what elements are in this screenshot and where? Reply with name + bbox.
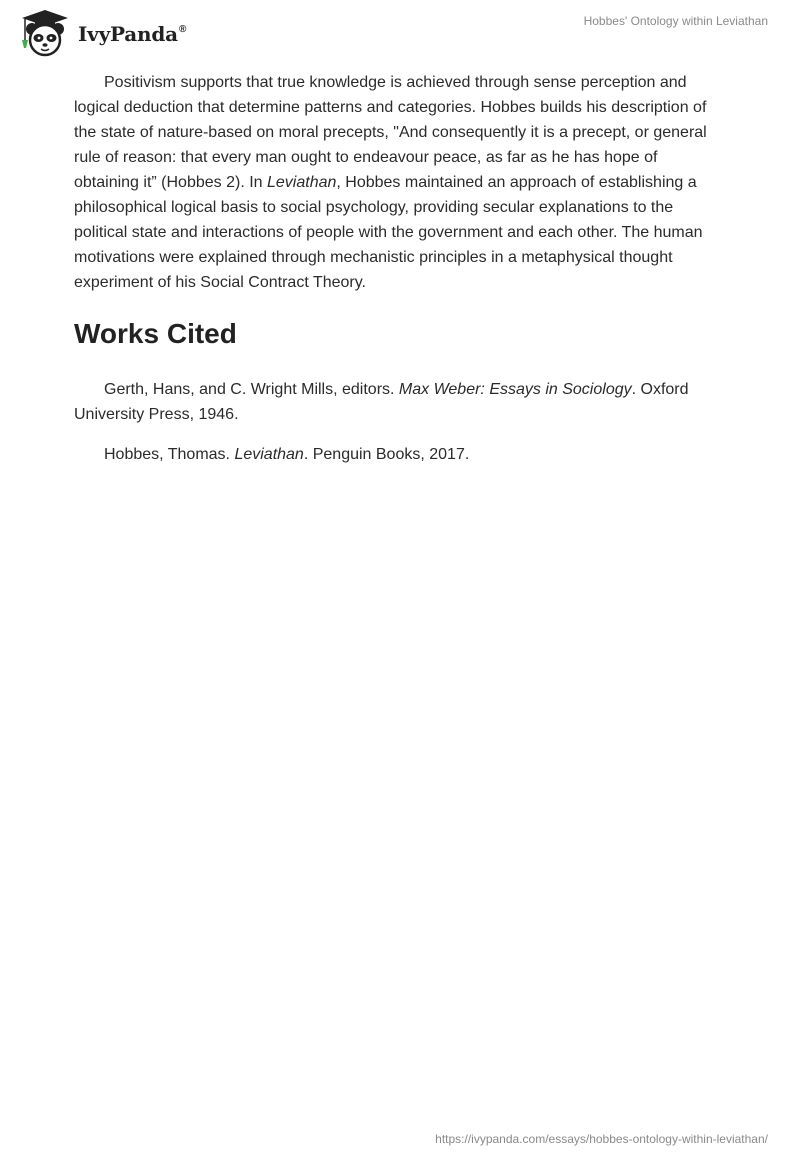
- citation-authors: Gerth, Hans, and C. Wright Mills, editors.: [104, 381, 399, 398]
- registered-mark: ®: [178, 24, 187, 35]
- paragraph-text-1: Positivism supports that true knowledge is achieved through sense perception and logical deduction that determine patterns and categories. Hobbes builds his description of the state of nature-based on moral precepts, "And consequently it is a precept, or general rule of reason: that every man ought to endeavour peace, as far as he has hope of obtaining it” (Hobbes 2). In: [74, 74, 707, 191]
- citation-entry: [74, 442, 726, 467]
- source-url[interactable]: https://ivypanda.com/essays/hobbes-ontology-within-leviathan/: [435, 1132, 768, 1146]
- running-title: Hobbes' Ontology within Leviathan: [583, 14, 768, 28]
- citation-publisher: . Penguin Books, 2017.: [303, 446, 470, 463]
- citation-title: Max Weber: Essays in Sociology: [398, 381, 632, 398]
- works-cited-heading: Works Cited: [74, 318, 237, 349]
- citation-publisher: . Oxford University Press, 1946.: [74, 381, 689, 423]
- paragraph-title-italic: Leviathan: [267, 174, 337, 191]
- ivypanda-logo[interactable]: [14, 8, 186, 58]
- page-header: [0, 0, 800, 60]
- works-cited-list: [74, 377, 726, 467]
- paragraph-text-2: , Hobbes maintained an approach of establishing a philosophical logical basis to social psychology, providing secular explanations to the political state and interactions of people with the government and each other. The human motivations were explained through mechanistic principles in a metaphysical thought experiment of his Social Contract Theory.: [74, 174, 703, 291]
- citation-title: Leviathan: [234, 446, 304, 463]
- citation-authors: Hobbes, Thomas.: [104, 446, 235, 463]
- brand-name: IvyPanda®: [78, 22, 187, 46]
- panda-graduation-cap-icon: [14, 8, 74, 58]
- document-body: [74, 70, 726, 482]
- body-paragraph: [74, 70, 726, 295]
- citation-entry: [74, 377, 726, 427]
